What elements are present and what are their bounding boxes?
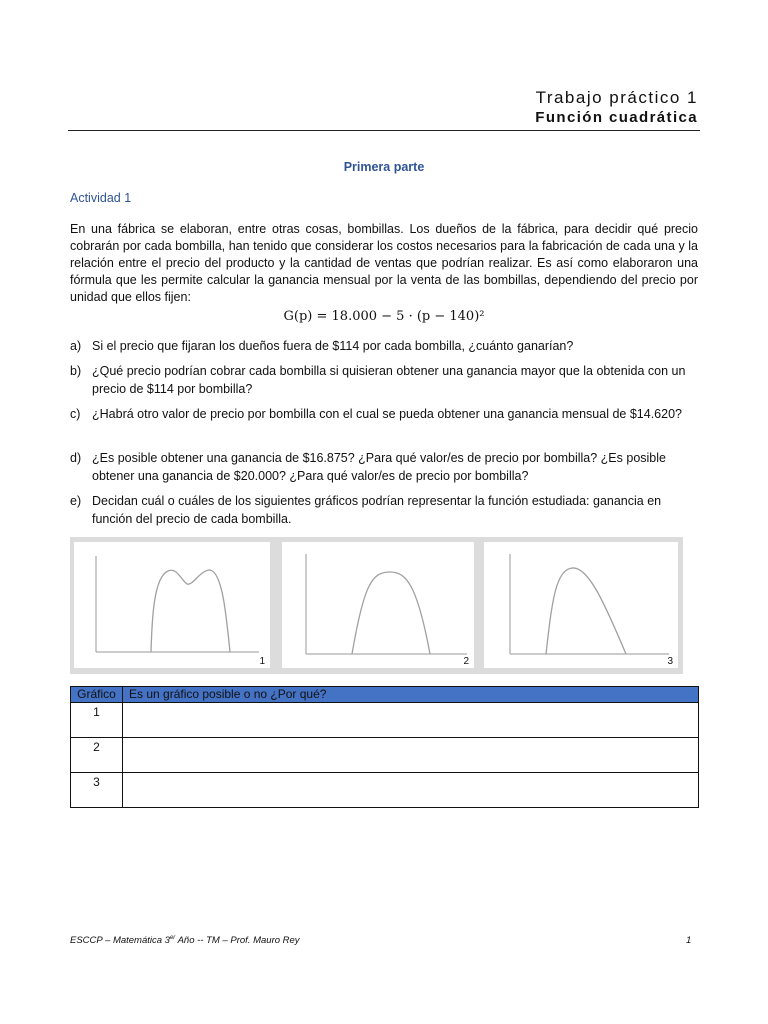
question-letter: d) [70, 451, 82, 465]
intro-paragraph: En una fábrica se elaboran, entre otras cosas, bombillas. Los dueños de la fábrica, para decidir qué precio cobrarán por cada bombilla, han tenido que considerar los costos necesarios para la fabricación de cada una y la relación entre el precio del producto y la cantidad de ventas que podrían realizar. Es así como elaboraron una fórmula que les permite calcular la ganancia mensual por la venta de las bombillas, dependiendo del precio por unidad que ellos fijen: [70, 222, 698, 304]
answer-cell[interactable] [123, 738, 699, 773]
header-grafico: Gráfico [71, 687, 123, 703]
table-row [71, 738, 699, 773]
section-title: Primera parte [343, 160, 425, 174]
row-number: 3 [71, 773, 123, 808]
question-letter: b) [70, 364, 82, 378]
question-text: ¿Qué precio podrían cobrar cada bombilla si quisieran obtener una ganancia mayor que la obtenida con un precio de $114 por bombilla? [92, 364, 686, 396]
question-letter: a) [70, 339, 82, 353]
question-text: ¿Es posible obtener una ganancia de $16.875? ¿Para qué valor/es de precio por bombilla? ¿Es posible obtener una ganancia de $20.000? ¿Para qué valor/es de precio por bombilla? [92, 451, 666, 483]
graphs-panel [70, 537, 683, 674]
question-e [70, 492, 698, 528]
question-letter: c) [70, 407, 81, 421]
graph-1-plot [74, 542, 270, 668]
graph-number: 3 [667, 656, 673, 667]
question-b [70, 362, 698, 398]
row-number: 1 [71, 703, 123, 738]
question-d [70, 449, 698, 485]
header-reason: Es un gráfico posible o no ¿Por qué? [123, 687, 699, 703]
document-title: Trabajo práctico 1 [535, 88, 698, 107]
row-number: 2 [71, 738, 123, 773]
footer-superscript: er [169, 935, 176, 941]
graph-number: 1 [259, 656, 265, 667]
graph-1 [74, 542, 270, 668]
header-divider [68, 130, 700, 131]
footer-part-1: ESCCP – Matemática 3 [70, 935, 170, 947]
answer-cell[interactable] [123, 773, 699, 808]
question-text: ¿Habrá otro valor de precio por bombilla con el cual se pueda obtener una ganancia mensual de $14.620? [92, 407, 682, 421]
footer-text [70, 935, 300, 946]
graph-2-plot [282, 542, 474, 668]
footer-part-2: Año -- TM – Prof. Mauro Rey [175, 935, 300, 947]
graph-number: 2 [463, 656, 469, 667]
question-text: Si el precio que fijaran los dueños fuera de $114 por cada bombilla, ¿cuánto ganarían? [92, 339, 574, 353]
curve [151, 570, 230, 652]
graph-3 [484, 542, 678, 668]
answer-cell[interactable] [123, 703, 699, 738]
formula: G(p) = 18.000 − 5 · (p − 140)² [283, 309, 485, 324]
curve [546, 568, 626, 654]
document-header [535, 88, 698, 128]
table-row [71, 703, 699, 738]
graph-3-plot [484, 542, 678, 668]
page-number: 1 [686, 935, 692, 946]
answers-table [70, 686, 699, 808]
curve [352, 572, 430, 654]
question-a [70, 337, 698, 355]
table-row [71, 773, 699, 808]
table-header-row [71, 687, 699, 703]
question-c [70, 405, 698, 423]
document-subtitle: Función cuadrática [535, 109, 698, 126]
graph-2 [282, 542, 474, 668]
activity-title: Actividad 1 [70, 191, 132, 205]
question-letter: e) [70, 494, 82, 508]
question-text: Decidan cuál o cuáles de los siguientes gráficos podrían representar la función estudiada: ganancia en función del precio de cada bombilla. [92, 494, 662, 526]
